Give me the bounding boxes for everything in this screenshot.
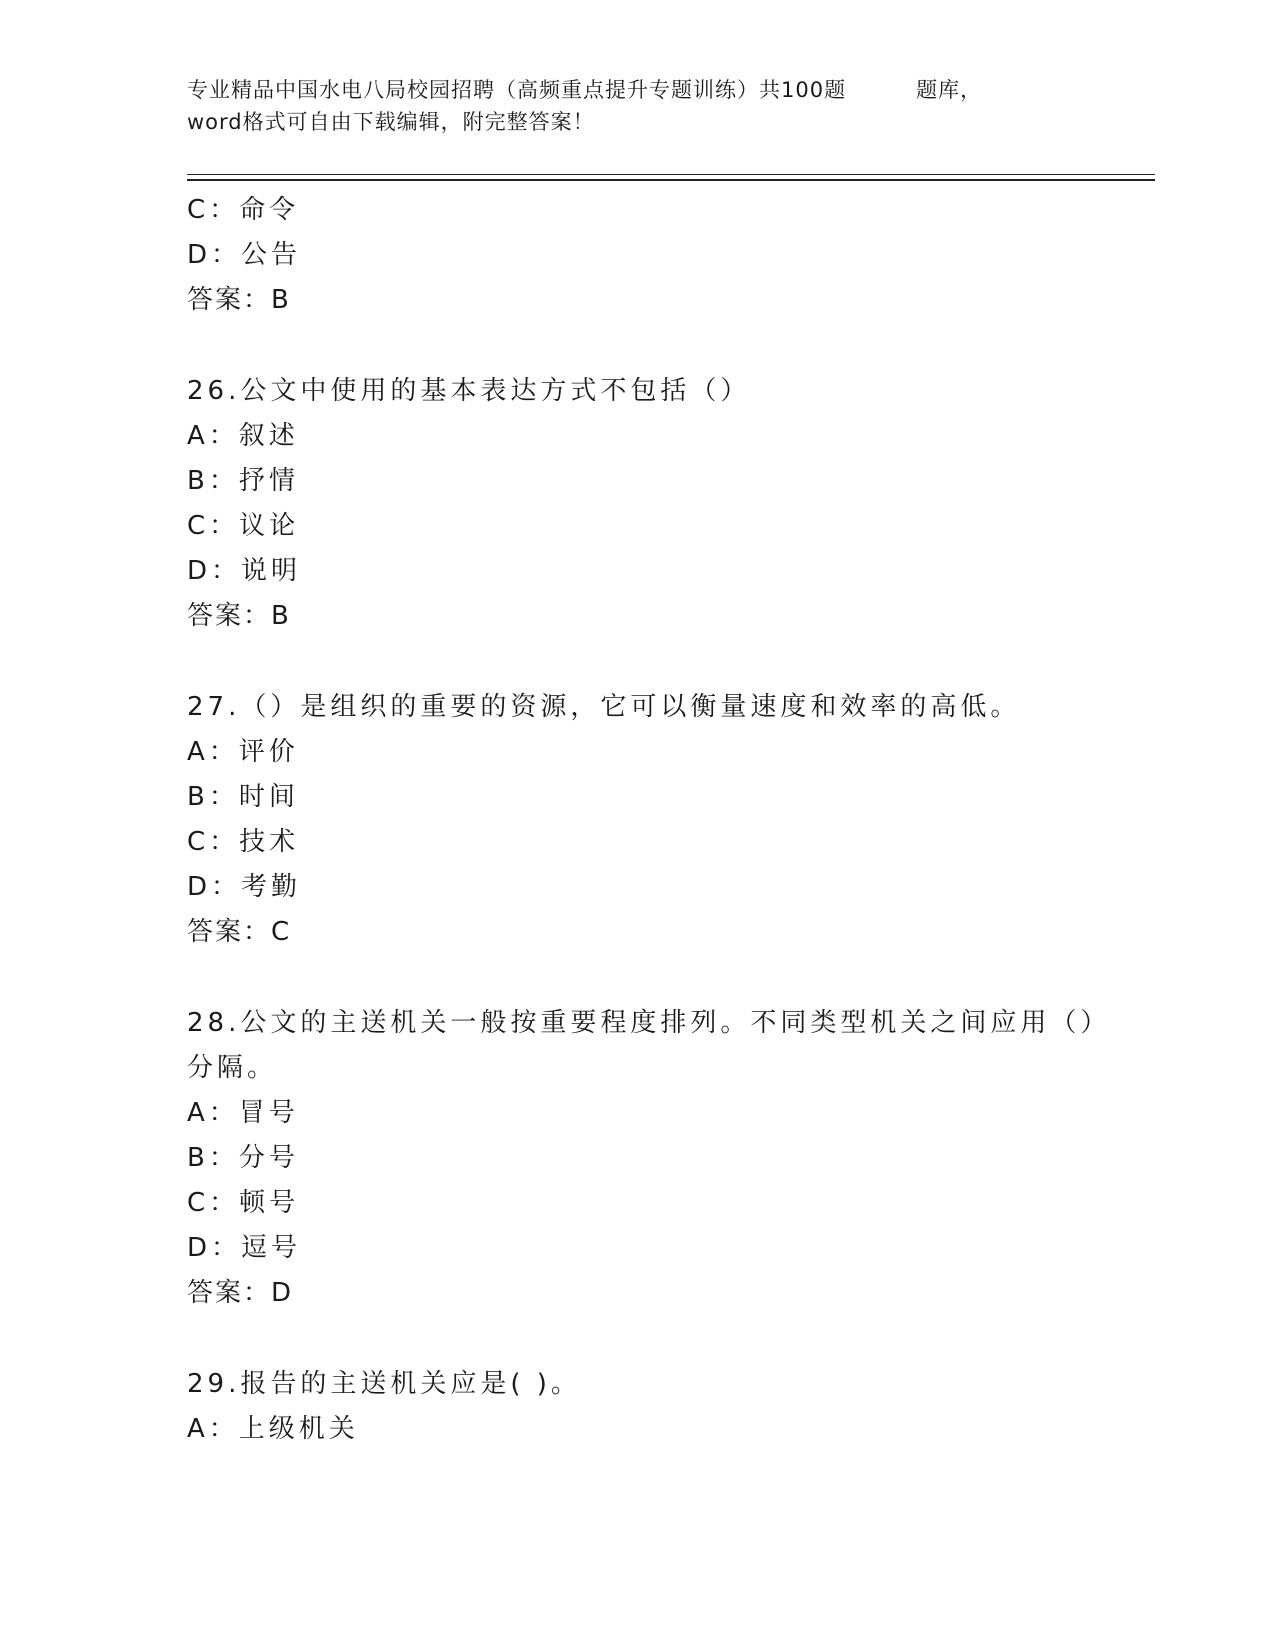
q27-stem: 27.（）是组织的重要的资源，它可以衡量速度和效率的高低。 <box>187 692 1021 722</box>
q26-option-d: D：说明 <box>187 556 302 586</box>
header-divider-thin <box>187 174 1155 175</box>
q26-option-c: C：议论 <box>187 511 300 541</box>
q27-option-d: D：考勤 <box>187 872 302 902</box>
document-header <box>187 74 1067 138</box>
q25-option-d: D：公告 <box>187 240 302 270</box>
q28-option-a: A：冒号 <box>187 1098 299 1128</box>
header-line-2: word格式可自由下载编辑，附完整答案！ <box>187 110 595 134</box>
header-line-1 <box>187 74 1067 106</box>
q29-option-a: A：上级机关 <box>187 1414 359 1444</box>
q28-stem-line-2: 分隔。 <box>187 1053 278 1083</box>
q26-answer: 答案：B <box>187 601 291 631</box>
q26-option-b: B：抒情 <box>187 466 299 496</box>
q29-stem: 29.报告的主送机关应是( )。 <box>187 1369 581 1399</box>
q28-stem-line-1: 28.公文的主送机关一般按重要程度排列。不同类型机关之间应用（） <box>187 1008 1111 1038</box>
q28-option-c: C：顿号 <box>187 1188 300 1218</box>
q25-option-c: C：命令 <box>187 195 300 225</box>
q28-option-b: B：分号 <box>187 1143 299 1173</box>
header-title-suffix: 题库， <box>916 78 983 102</box>
q25-answer: 答案：B <box>187 285 291 315</box>
q27-answer: 答案：C <box>187 917 292 947</box>
q26-option-a: A：叙述 <box>187 421 299 451</box>
header-title: 专业精品中国水电八局校园招聘（高频重点提升专题训练）共100题 <box>187 78 847 102</box>
header-divider-thick <box>187 179 1155 181</box>
q28-option-d: D：逗号 <box>187 1233 302 1263</box>
q27-option-a: A：评价 <box>187 737 299 767</box>
q26-stem: 26.公文中使用的基本表达方式不包括（） <box>187 376 751 406</box>
q28-answer: 答案：D <box>187 1278 294 1308</box>
q27-option-c: C：技术 <box>187 827 300 857</box>
q27-option-b: B：时间 <box>187 782 299 812</box>
